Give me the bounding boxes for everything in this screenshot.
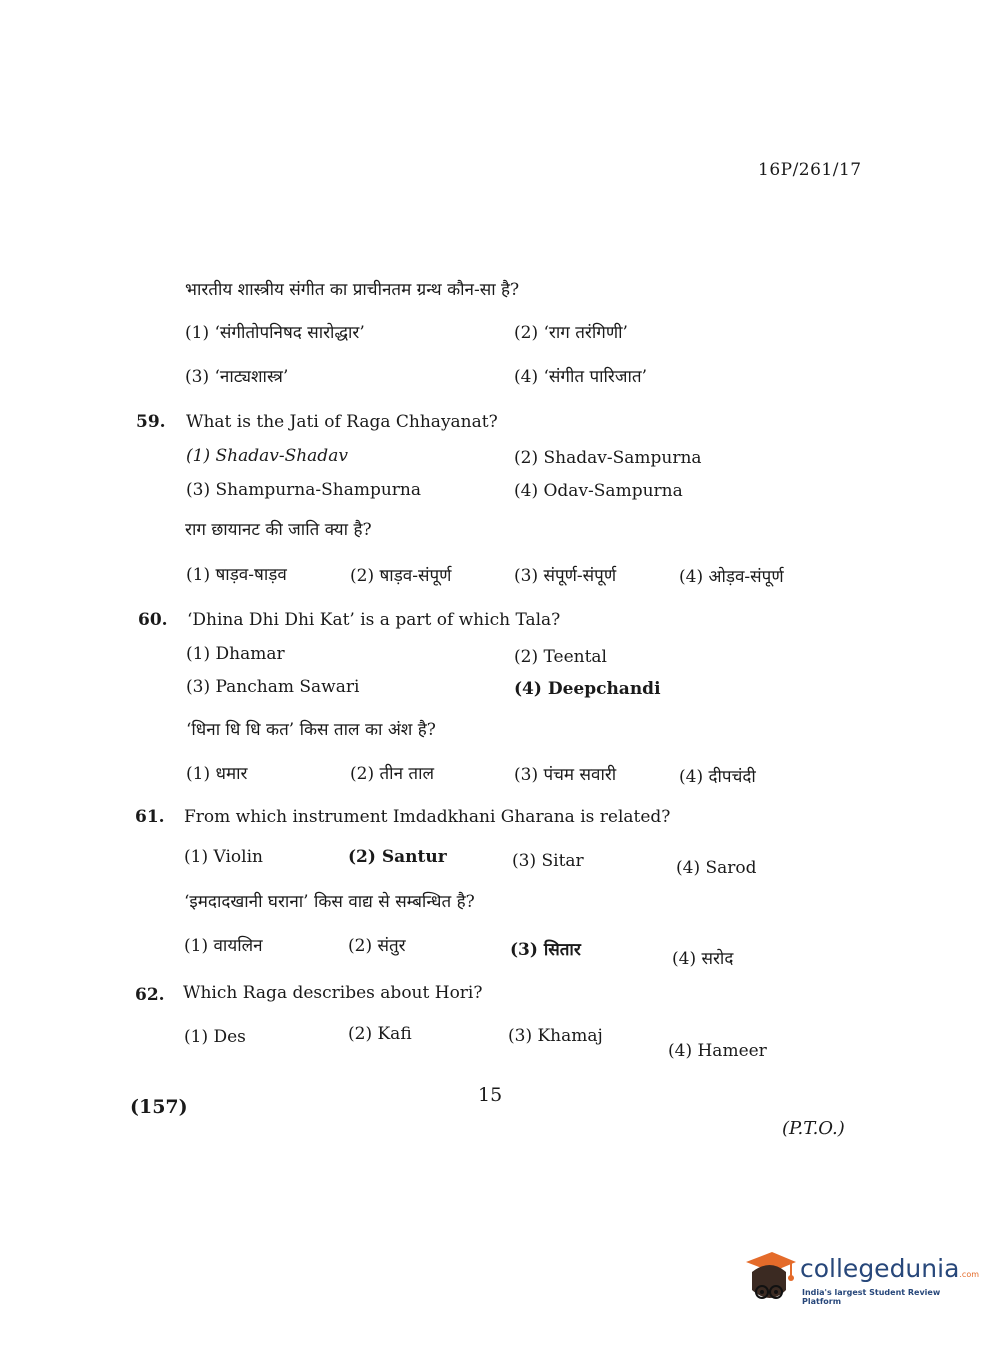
q60-question-hindi: ‘धिना धि धि कत’ किस ताल का अंश है? [186,720,436,740]
q60-number: 60. [138,610,168,630]
paper-code: 16P/261/17 [758,160,862,180]
q61-question-hindi: ‘इमदादखानी घराना’ किस वाद्य से सम्बन्धित है? [184,892,475,912]
q61-question: From which instrument Imdadkhani Gharana is related? [184,807,671,827]
q58-option-3: (3) ‘नाट्यशास्त्र’ [185,367,289,387]
q60-hindi-option-2: (2) तीन ताल [350,764,435,784]
q59-question-hindi: राग छायानट की जाति क्या है? [185,520,372,540]
q60-option-1: (1) Dhamar [186,644,285,664]
q61-option-2: (2) Santur [348,847,447,867]
logo-wordmark: collegedunia.com [800,1254,980,1283]
q60-option-2: (2) Teental [514,647,607,667]
q59-question: What is the Jati of Raga Chhayanat? [186,412,498,432]
q61-hindi-option-3: (3) सितार [510,940,581,960]
q58-option-2: (2) ‘राग तरंगिणी’ [514,323,628,343]
q58-option-1: (1) ‘संगीतोपनिषद सारोद्धार’ [185,323,365,343]
q58-option-4: (4) ‘संगीत पारिजात’ [514,367,647,387]
logo-tagline: India's largest Student Review Platform [802,1288,941,1306]
q59-number: 59. [136,412,166,432]
q61-option-4: (4) Sarod [676,858,757,878]
q61-hindi-option-2: (2) संतुर [348,936,406,956]
q59-option-3: (3) Shampurna-Shampurna [186,480,422,500]
q59-option-2: (2) Shadav-Sampurna [514,448,702,468]
q62-question: Which Raga describes about Hori? [183,983,483,1003]
q60-hindi-option-4: (4) दीपचंदी [679,767,756,787]
q61-option-3: (3) Sitar [512,851,584,871]
q62-option-4: (4) Hameer [668,1041,767,1061]
mascot-icon [742,1248,798,1314]
q60-option-3: (3) Pancham Sawari [186,677,360,697]
q59-option-4: (4) Odav-Sampurna [514,481,683,501]
q61-number: 61. [135,807,165,827]
q62-option-1: (1) Des [184,1027,246,1047]
q61-option-1: (1) Violin [184,847,263,867]
q60-hindi-option-1: (1) धमार [186,764,248,784]
q59-hindi-option-1: (1) षाड़व-षाड़व [186,565,287,585]
q60-option-4: (4) Deepchandi [514,679,661,699]
q60-hindi-option-3: (3) पंचम सवारी [514,765,617,785]
q61-hindi-option-4: (4) सरोद [672,949,734,969]
q62-option-3: (3) Khamaj [508,1026,603,1046]
q59-hindi-option-3: (3) संपूर्ण-संपूर्ण [514,566,617,586]
q61-hindi-option-1: (1) वायलिन [184,936,263,956]
q62-option-2: (2) Kafi [348,1024,412,1044]
page-number: 15 [478,1084,503,1106]
q62-number: 62. [135,985,165,1005]
pto-label: (P.T.O.) [782,1118,845,1139]
q58-question-hindi: भारतीय शास्त्रीय संगीत का प्राचीनतम ग्रन्थ कौन-सा है? [185,280,520,300]
collegedunia-logo [742,1248,980,1318]
logo-dot-com: .com [959,1270,980,1279]
q59-option-1: (1) Shadav-Shadav [186,446,348,466]
q59-hindi-option-2: (2) षाड़व-संपूर्ण [350,566,452,586]
q60-question: ‘Dhina Dhi Dhi Kat’ is a part of which Tala? [187,610,561,630]
q59-hindi-option-4: (4) ओड़व-संपूर्ण [679,567,784,587]
booklet-code: (157) [130,1096,188,1118]
